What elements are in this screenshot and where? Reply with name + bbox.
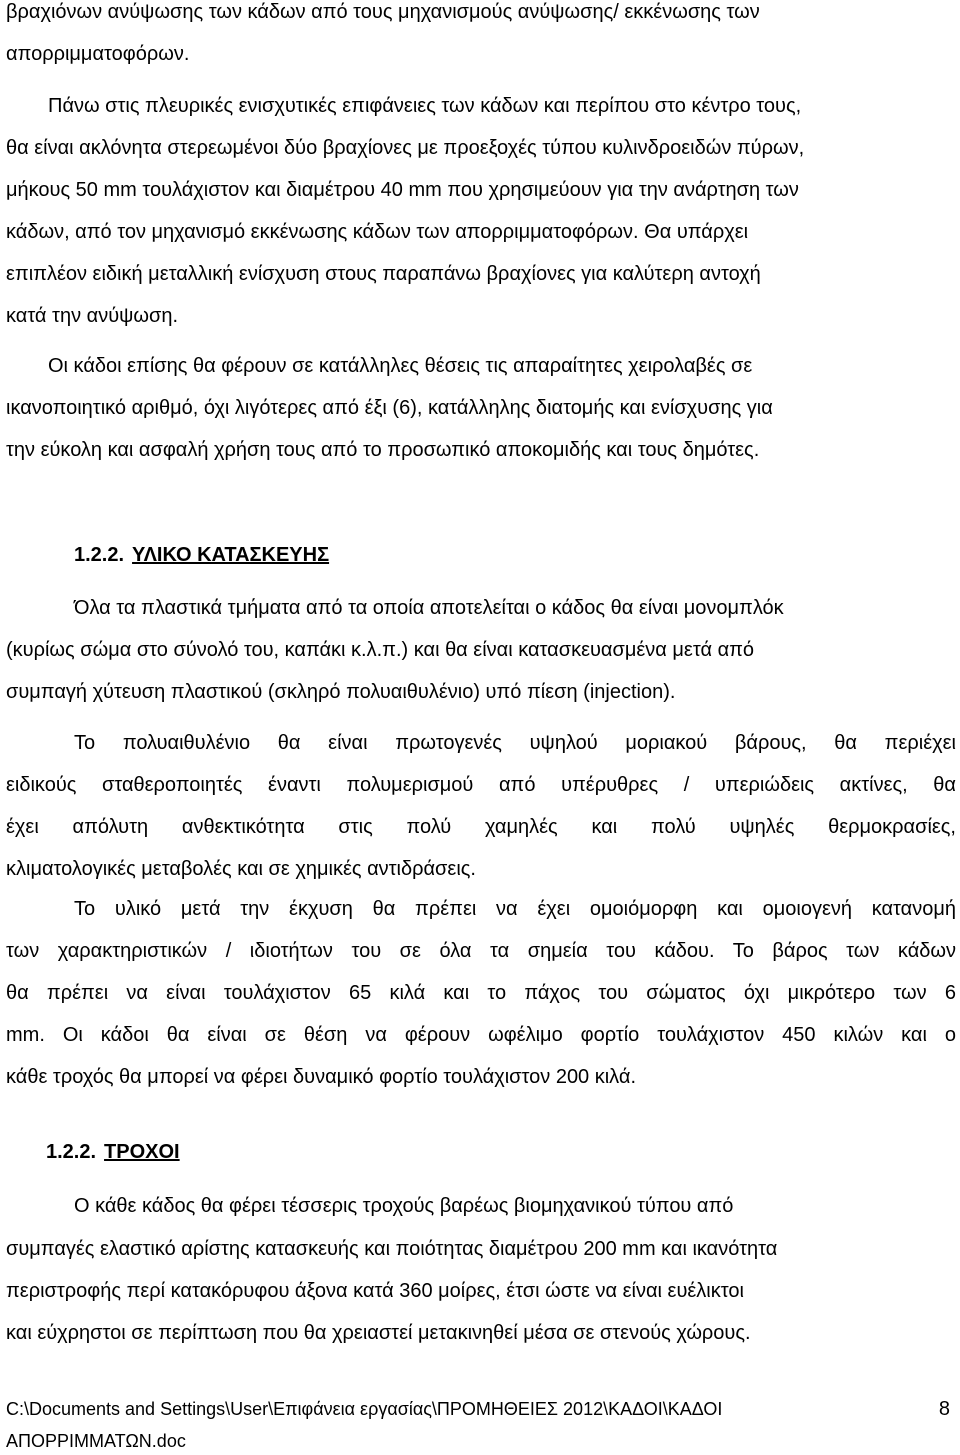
paragraph-line: κάθε τροχός θα μπορεί να φέρει δυναμικό φορτίο τουλάχιστον 200 κιλά. (6, 1066, 636, 1088)
paragraph-line: θα πρέπει να είναι τουλάχιστον 65 κιλά και το πάχος του σώματος όχι μικρότερο των 6 (6, 982, 956, 1004)
paragraph-line: κατά την ανύψωση. (6, 305, 179, 327)
section-heading-wheels (46, 1140, 180, 1164)
footer-file-path: C:\Documents and Settings\User\Επιφάνεια εργασίας\ΠΡΟΜΗΘΕΙΕΣ 2012\ΚΑΔΟΙ\ΚΑΔΟΙ (6, 1399, 723, 1419)
paragraph-line: Όλα τα πλαστικά τμήματα από τα οποία αποτελείται ο κάδος θα είναι μονομπλόκ (74, 597, 784, 619)
paragraph-line: την εύκολη και ασφαλή χρήση τους από το προσωπικό αποκομιδής και τους δημότες. (6, 439, 760, 461)
paragraph-line: Πάνω στις πλευρικές ενισχυτικές επιφάνειες των κάδων και περίπου στο κέντρο τους, (48, 95, 802, 117)
paragraph-line: ικανοποιητικό αριθμό, όχι λιγότερες από έξι (6), κατάλληλης διατομής και ενίσχυσης για (6, 397, 773, 419)
section-title: ΥΛΙΚΟ ΚΑΤΑΣΚΕΥΗΣ (132, 544, 330, 566)
paragraph-line: συμπαγή χύτευση πλαστικού (σκληρό πολυαιθυλένιο) υπό πίεση (injection). (6, 681, 676, 703)
paragraph-line: θα είναι ακλόνητα στερεωμένοι δύο βραχίονες με προεξοχές τύπου κυλινδροειδών πύρων, (6, 137, 805, 159)
paragraph-line: των χαρακτηριστικών / ιδιοτήτων του σε όλα τα σημεία του κάδου. Το βάρος των κάδων (6, 940, 956, 962)
paragraph-line: Το πολυαιθυλένιο θα είναι πρωτογενές υψηλού μοριακού βάρους, θα περιέχει (74, 732, 956, 754)
paragraph-line: mm. Οι κάδοι θα είναι σε θέση να φέρουν ωφέλιμο φορτίο τουλάχιστον 450 κιλών και ο (6, 1024, 956, 1046)
paragraph-line: συμπαγές ελαστικό αρίστης κατασκευής και ποιότητας διαμέτρου 200 mm και ικανότητα (6, 1238, 778, 1260)
paragraph-line: απορριμματοφόρων. (6, 43, 190, 65)
paragraph-line: επιπλέον ειδική μεταλλική ενίσχυση στους παραπάνω βραχίονες για καλύτερη αντοχή (6, 263, 761, 285)
section-number: 1.2.2. (74, 544, 125, 566)
section-title: ΤΡΟΧΟΙ (104, 1141, 180, 1163)
paragraph-line: κλιματολογικές μεταβολές και σε χημικές αντιδράσεις. (6, 858, 476, 880)
footer-file-name: ΑΠΟΡΡΙΜΜΑΤΩΝ.doc (6, 1431, 186, 1451)
paragraph-line: ειδικούς σταθεροποιητές έναντι πολυμερισμού από υπέρυθρες / υπεριώδεις ακτίνες, θα (6, 774, 956, 796)
section-number: 1.2.2. (46, 1141, 97, 1163)
paragraph-line: έχει απόλυτη ανθεκτικότητα στις πολύ χαμηλές και πολύ υψηλές θερμοκρασίες, (6, 816, 956, 838)
paragraph-line: μήκους 50 mm τουλάχιστον και διαμέτρου 40 mm που χρησιμεύουν για την ανάρτηση των (6, 179, 799, 201)
paragraph-line: κάδων, από τον μηχανισμό εκκένωσης κάδων των απορριμματοφόρων. Θα υπάρχει (6, 221, 749, 243)
paragraph-line: Οι κάδοι επίσης θα φέρουν σε κατάλληλες θέσεις τις απαραίτητες χειρολαβές σε (48, 355, 753, 377)
paragraph-line: περιστροφής περί κατακόρυφου άξονα κατά 360 μοίρες, έτσι ώστε να είναι ευέλικτοι (6, 1280, 744, 1302)
paragraph-line: και εύχρηστοι σε περίπτωση που θα χρειαστεί μετακινηθεί μέσα σε στενούς χώρους. (6, 1322, 751, 1344)
paragraph-line: Το υλικό μετά την έκχυση θα πρέπει να έχει ομοιόμορφη και ομοιογενή κατανομή (74, 898, 956, 920)
paragraph-line: βραχιόνων ανύψωσης των κάδων από τους μηχανισμούς ανύψωσης/ εκκένωσης των (6, 1, 760, 23)
paragraph-line: Ο κάθε κάδος θα φέρει τέσσερις τροχούς βαρέως βιομηχανικού τύπου από (74, 1195, 734, 1217)
page-number: 8 (938, 1398, 950, 1420)
paragraph-line: (κυρίως σώμα στο σύνολό του, καπάκι κ.λ.π.) και θα είναι κατασκευασμένα μετά από (6, 639, 755, 661)
section-heading-material (74, 543, 329, 567)
